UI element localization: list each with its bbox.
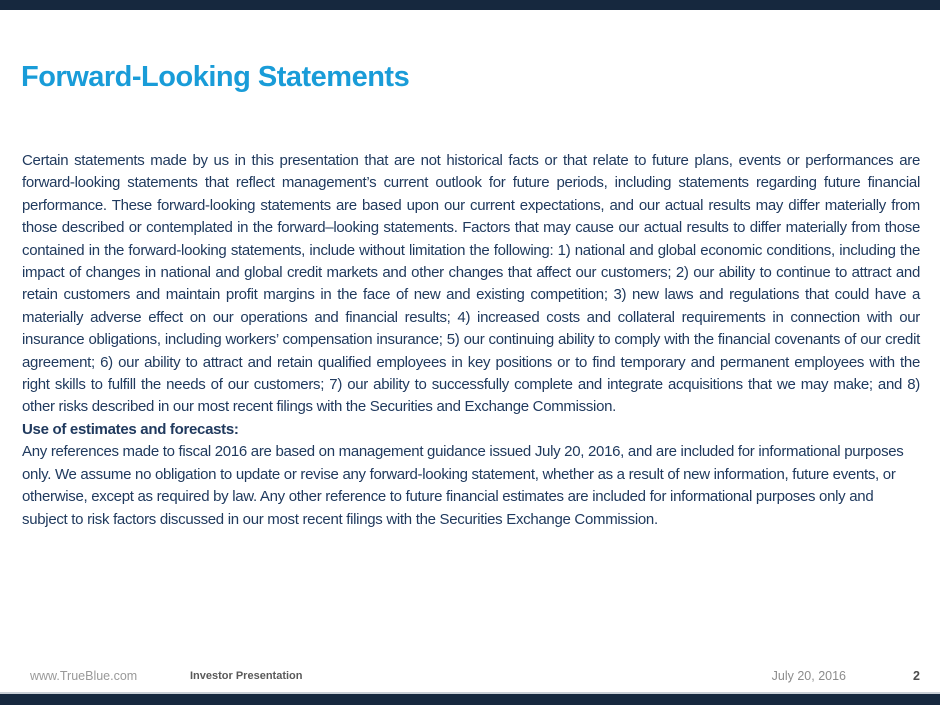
top-accent-bar [0, 0, 940, 10]
bottom-accent-bar [0, 694, 940, 705]
estimates-paragraph: Any references made to fiscal 2016 are based on management guidance issued July 20, 2016, and are included for informational purposes only. We assume no obligation to update or revise any forward-looking statement, whether as a result of new information, future events, or otherwise, except as required by law. Any other reference to future financial estimates are included for informational purposes only and subject to risk factors discussed in our most recent filings with the Securities Exchange Commission. [22, 443, 904, 528]
footer-website-url: www.TrueBlue.com [30, 669, 138, 683]
slide-title: Forward-Looking Statements [21, 61, 410, 94]
footer-page-number: 2 [913, 669, 920, 683]
forward-looking-paragraph: Certain statements made by us in this presentation that are not historical facts or that relate to future plans, events or performances are forward-looking statements that reflect management’s current outlook for future periods, including statements regarding future financial performance. These forward-looking statements are based upon our current expectations, and our actual results may differ materially from those described or contemplated in the forward–looking statements. Factors that may cause our actual results to differ materially from those contained in the forward-looking statements, include without limitation the following: 1) national and global economic conditions, including the impact of changes in national and global credit markets and other changes that affect our customers; 2) our ability to continue to attract and retain customers and maintain profit margins in the face of new and existing competition; 3) new laws and regulations that could have a materially adverse effect on our operations and financial results; 4) increased costs and collateral requirements in connection with our insurance obligations, including workers’ compensation insurance; 5) our continuing ability to comply with the financial covenants of our credit agreement; 6) our ability to attract and retain qualified employees in key positions or to find temporary and permanent employees with the right skills to fulfill the needs of our customers; 7) our ability to successfully complete and integrate acquisitions that we may make; and 8) other risks described in our most recent filings with the Securities and Exchange Commission. [22, 152, 920, 416]
slide-body [22, 150, 920, 531]
footer-date: July 20, 2016 [771, 669, 846, 683]
footer-document-title: Investor Presentation [190, 670, 303, 682]
slide-footer [0, 666, 940, 688]
estimates-heading: Use of estimates and forecasts: [22, 420, 239, 438]
